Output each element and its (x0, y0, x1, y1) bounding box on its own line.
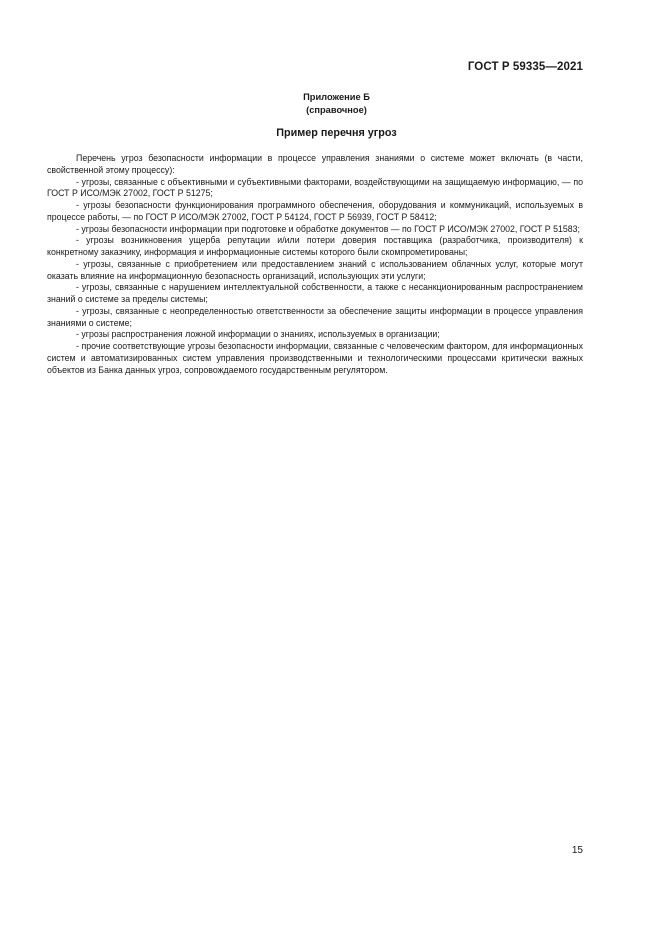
section-title: Пример перечня угроз (276, 127, 397, 139)
page-number: 15 (571, 845, 583, 856)
list-item: - угрозы распространения ложной информации о знаниях, используемых в организации; (76, 329, 440, 340)
appendix-heading (0, 91, 661, 116)
appendix-subtitle: (справочное) (306, 104, 367, 115)
paragraph-intro: Перечень угроз безопасности информации в процессе управления знаниями о системе может включать (в части, свойственной этому процессу): (47, 153, 583, 175)
list-item: - угрозы, связанные с нарушением интеллектуальной собственности, а также с несанкционированным распространением знаний о системе за пределы системы; (47, 282, 583, 304)
list-item: - угрозы безопасности функционирования программного обеспечения, оборудования и коммуникаций, используемых в процессе работы, — по ГОСТ Р ИСО/МЭК 27002, ГОСТ Р 54124, ГОСТ Р 56939, ГОСТ Р 58412; (47, 200, 583, 222)
appendix-title: Приложение Б (303, 92, 370, 102)
list-item: - угрозы, связанные с приобретением или предоставлением знаний с использованием облачных услуг, которые могут оказать влияние на информационную безопасность организаций, использующих эти услуги; (47, 258, 583, 281)
list-item: - угрозы безопасности информации при подготовке и обработке документов — по ГОСТ Р ИСО/МЭК 27002, ГОСТ Р 51583; (76, 223, 580, 234)
body-text (47, 153, 583, 376)
list-item: - угрозы возникновения ущерба репутации и/или потери доверия поставщика (разработчика, производителя) к конкретному заказчику, информация и информационные системы которого были скомпрометированы; (47, 235, 583, 257)
document-code-header: ГОСТ Р 59335—2021 (467, 61, 583, 73)
list-item: - угрозы, связанные с неопределенностью ответственности за обеспечение защиты информации в процессе управления знаниями о системе; (47, 305, 583, 328)
list-item: - угрозы, связанные с объективными и субъективными факторами, воздействующими на защищаемую информацию, — по ГОСТ Р ИСО/МЭК 27002, ГОСТ Р 51275; (47, 176, 583, 199)
list-item: - прочие соответствующие угрозы безопасности информации, связанные с человеческим фактором, для информационных систем и автоматизированных систем управления производственными и технологическими процессами критически важных объектов из Банка данных угроз, сопровождаемого государственным регулятором. (47, 341, 583, 375)
